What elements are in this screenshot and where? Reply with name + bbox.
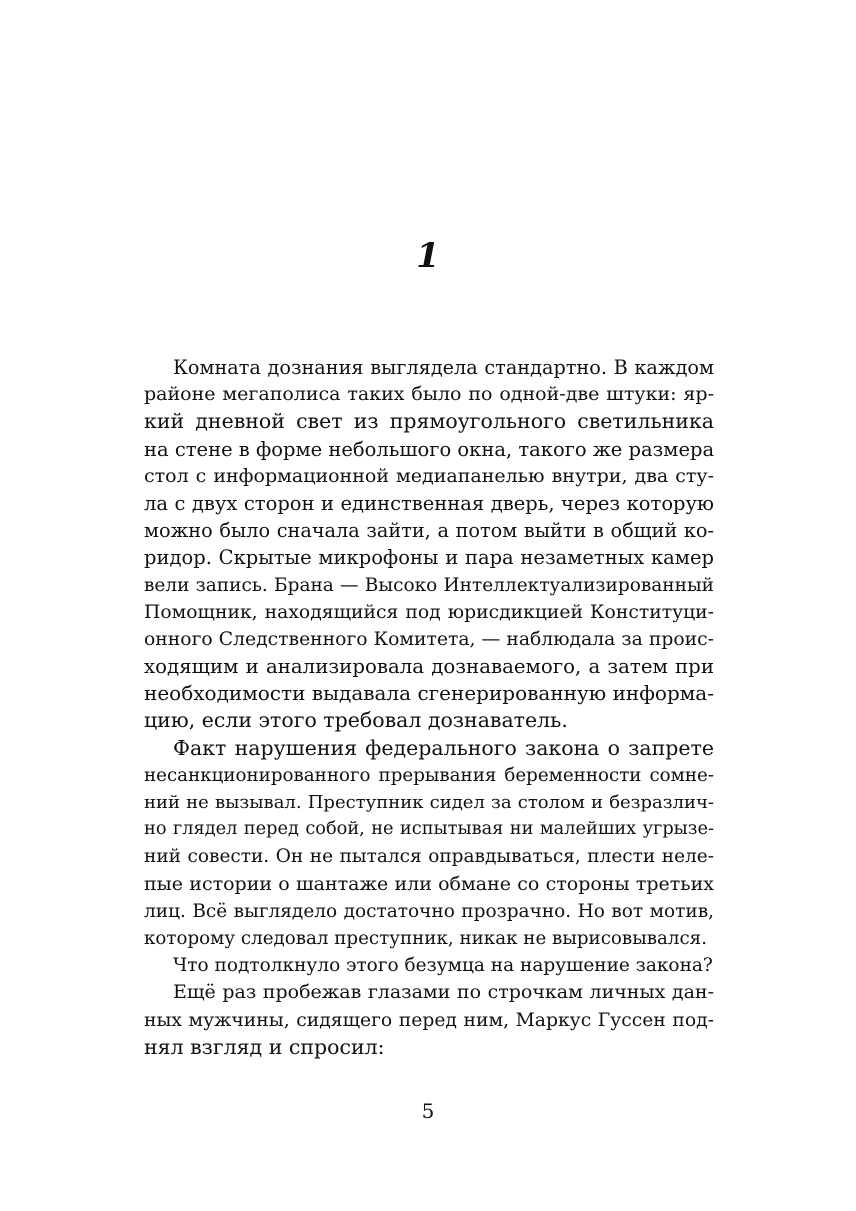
text-line: районе мегаполиса таких было по одной-две штуки: яр- (144, 383, 714, 406)
text-line: необходимости выдавала сгенерированную информа- (144, 681, 714, 706)
text-line: Что подтолкнуло этого безумца на нарушение закона? (173, 955, 713, 977)
text-line: стол с информационной медиапанелью внутри, два сту- (144, 464, 714, 487)
text-line: вели запись. Брана — Высоко Интеллектуализированный (144, 574, 714, 596)
text-line: ходящим и анализировала дознаваемого, а затем при (144, 655, 714, 679)
text-line: ний совести. Он не пытался оправдываться, плести неле- (144, 846, 714, 868)
text-line: на стене в форме небольшого окна, такого же размера (144, 437, 714, 461)
text-line: но глядел перед собой, не испытывая ни малейших угрызе- (144, 819, 714, 840)
text-line: Ещё раз пробежав глазами по строчкам личных дан- (173, 981, 714, 1004)
chapter-number: 1 (416, 236, 440, 276)
page-number: 5 (421, 1099, 435, 1123)
text-line: Помощник, находящийся под юрисдикцией Конституци- (144, 601, 714, 623)
text-line: ридор. Скрытые микрофоны и пара незаметных камер (144, 546, 714, 570)
text-line: нял взгляд и спросил: (144, 1034, 385, 1059)
text-line: онного Следственного Комитета, — наблюдала за проис- (144, 628, 714, 650)
text-line: лиц. Всё выглядело достаточно прозрачно. Но вот мотив, (144, 900, 714, 922)
body-text (144, 354, 714, 1061)
text-line: пые истории о шантаже или обмане со стороны третьих (144, 872, 714, 895)
text-line: которому следовал преступник, никак не вырисовывался. (144, 927, 707, 949)
text-line: ных мужчины, сидящего перед ним, Маркус Гуссен под- (144, 1009, 714, 1031)
text-line: кий дневной свет из прямоугольного светильника (144, 409, 714, 434)
text-line: ний не вызывал. Преступник сидел за столом и безразлич- (144, 792, 714, 813)
text-line: цию, если этого требовал дознаватель. (144, 708, 568, 733)
text-line: ла с двух сторон и единственная дверь, через которую (144, 491, 714, 515)
text-line: Факт нарушения федерального закона о запрете (173, 735, 714, 760)
text-line: несанкционированного прерывания беременности сомне- (144, 764, 714, 786)
text-line: можно было сначала зайти, а потом выйти в общий ко- (144, 519, 714, 543)
text-line: Комната дознания выглядела стандартно. В каждом (173, 356, 714, 379)
